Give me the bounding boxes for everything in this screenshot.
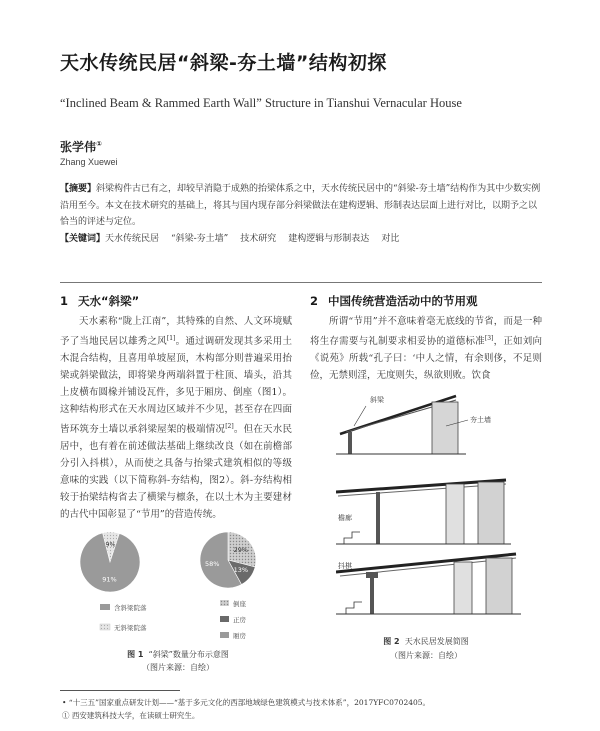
figure2-caption-text: 天水民居发展简图 bbox=[404, 637, 469, 646]
section2-number: 2 bbox=[310, 294, 319, 308]
legend-swatch-daozuo bbox=[220, 600, 229, 606]
legend-swatch-with-beam bbox=[100, 604, 110, 610]
ref-2: [2] bbox=[225, 423, 234, 431]
section2-title: 中国传统营造活动中的节用观 bbox=[328, 294, 478, 308]
legend-zhengfang: 正房 bbox=[233, 616, 246, 624]
abstract-tag: 【摘要】 bbox=[60, 184, 97, 194]
footnote-affiliation: ① 西安建筑科技大学，在读硕士研究生。 bbox=[62, 711, 200, 720]
author-mark: ① bbox=[96, 140, 102, 148]
keyword-item: 建构逻辑与形制表达 bbox=[288, 233, 370, 244]
figure1-source: （图片来源：自绘） bbox=[142, 663, 214, 672]
paper-subtitle-en: “Inclined Beam & Rammed Earth Wall” Structure in Tianshui Vernacular House bbox=[60, 96, 462, 110]
keyword-item: 天水传统民居 bbox=[105, 233, 160, 244]
legend-xiangfang: 厢房 bbox=[233, 632, 246, 640]
section2-paragraph bbox=[310, 313, 542, 384]
section1-number: 1 bbox=[60, 294, 69, 308]
section2-text-b: ，正如刘向《说苑》所载“孔子曰：‘中人之情，有余则侈，不足则俭，无禁则淫，无度则失，纵欲则败。饮食 bbox=[310, 336, 542, 382]
figure1-caption-text: “斜梁”数量分布示意图 bbox=[148, 650, 229, 659]
section1-heading bbox=[60, 293, 139, 309]
legend-swatch-without-beam bbox=[100, 624, 110, 630]
section1-text-a: 天水素称“陇上江南”，其特殊的自然、人文环境赋予了当地民居以雄秀之风 bbox=[60, 316, 292, 348]
drawing-panel-veranda bbox=[336, 480, 511, 544]
drawing-panel-bracket bbox=[336, 554, 521, 614]
legend-without-beam: 无斜梁院落 bbox=[114, 624, 147, 632]
abstract bbox=[60, 181, 542, 231]
pie-slice-label: 13% bbox=[233, 565, 249, 574]
ref-1: [1] bbox=[166, 335, 176, 342]
pie-slice-label: 91% bbox=[102, 575, 117, 584]
figure1-charts bbox=[64, 528, 294, 646]
abstract-text: 斜梁构件古已有之，却较早消隐于成熟的抬梁体系之中，天水传统民居中的“斜梁-夯土墙”结构作为其中少数实例沿用至今。本文在技术研究的基础上，将其与国内现存部分斜梁做法在建构逻辑、形制表达层面上进行对比，以期予之以恰当的评述与定位。 bbox=[60, 184, 541, 227]
legend-daozuo: 倒座 bbox=[233, 600, 246, 608]
pie-chart-courtyards bbox=[80, 532, 140, 592]
figure2-drawing bbox=[336, 388, 531, 620]
section2-heading bbox=[310, 293, 478, 309]
figure1-label: 图 1 bbox=[127, 650, 144, 659]
pie-chart-building-types bbox=[200, 532, 256, 588]
keywords-tag: 【关键词】 bbox=[60, 233, 106, 244]
keyword-item: 对比 bbox=[381, 233, 400, 244]
figure2-source: （图片来源：自绘） bbox=[390, 651, 462, 660]
section1-text-c: 。但在天水民居中，也有着在前述做法基础上继续改良（如在前檐部分引入抖棋），从而使之具备与抬梁式建筑相似的等级意味的实践（以下简称斜-夯结构，图2）。斜-夯结构相较于抬梁结构省去了横梁与檩条，在以土木为主要建材的古代中国彰显了“节用”的营造传统。 bbox=[60, 424, 292, 521]
legend-swatch-xiangfang bbox=[220, 632, 229, 638]
label-rammed-wall: 夯土墙 bbox=[470, 416, 491, 424]
abstract-block bbox=[60, 181, 542, 247]
abstract-divider bbox=[60, 282, 542, 283]
pie-slice-label: 58% bbox=[205, 560, 220, 569]
pie-slice-label: 29% bbox=[233, 546, 249, 555]
keywords bbox=[60, 231, 542, 248]
author-name-en: Zhang Xuewei bbox=[60, 157, 118, 167]
author-name bbox=[60, 138, 102, 155]
section2-text-a: 所谓“节用”并不意味着毫无底线的节省，而是一种将生存需要与礼制要求相妥协的道德标准 bbox=[310, 316, 542, 348]
legend-swatch-zhengfang bbox=[220, 616, 229, 622]
section1-text-b: 。通过调研发现其多采用土木混合结构，且喜用单坡屋顶，木构部分则普遍采用抬梁或斜梁做法，即将梁身两端斜置于柱顶、墙头，沿其上皮横布圆椽并铺设瓦件，多见于厢房、倒座（图1）。这种结构形式在天水周边区域并不少见，甚至存在四面皆环筑夯土墙以承斜梁屋架的极端情况 bbox=[60, 336, 292, 436]
section1-title: 天水“斜梁” bbox=[78, 294, 140, 308]
author-name-text: 张学伟 bbox=[60, 140, 97, 154]
figure2-caption bbox=[310, 636, 542, 647]
label-bracket: 抖棋 bbox=[338, 562, 352, 570]
ref-3: [3] bbox=[484, 335, 494, 342]
label-veranda: 檐廊 bbox=[338, 514, 352, 522]
label-inclined-beam: 斜梁 bbox=[370, 396, 384, 404]
keyword-item: 技术研究 bbox=[240, 233, 277, 244]
figure2-label: 图 2 bbox=[383, 637, 400, 646]
drawing-panel-inclined-beam bbox=[336, 395, 491, 454]
footnote-divider bbox=[60, 690, 180, 691]
footnote-funding: • “十三五”国家重点研发计划——“基于多元文化的西部地域绿色建筑模式与技术体系”，2017YFC0702405。 bbox=[62, 698, 431, 707]
pie-slice-label: 9% bbox=[105, 540, 116, 549]
section1-paragraph bbox=[60, 313, 292, 523]
paper-title: 天水传统民居“斜梁-夯土墙”结构初探 bbox=[60, 52, 387, 74]
figure1-caption bbox=[62, 649, 294, 660]
legend-with-beam: 含斜梁院落 bbox=[114, 604, 147, 612]
keyword-item: “斜梁-夯土墙” bbox=[171, 233, 229, 244]
